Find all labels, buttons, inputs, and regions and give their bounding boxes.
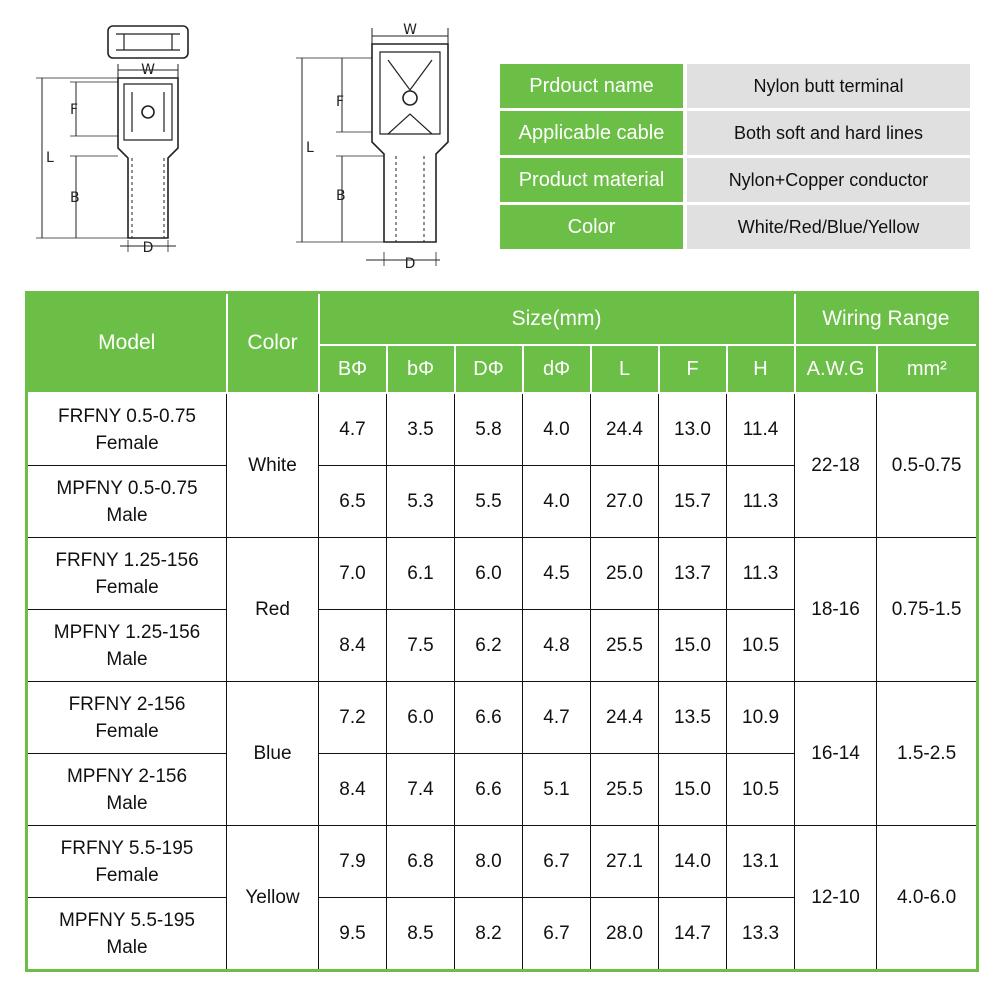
model-name: MPFNY 2-156	[66, 765, 188, 787]
size-value-cell: 8.4	[319, 610, 387, 682]
model-cell	[27, 610, 227, 682]
size-value-cell: 10.5	[727, 610, 795, 682]
size-value-cell: 4.0	[523, 393, 591, 466]
header-col: DΦ	[455, 345, 523, 393]
spec-table-body	[27, 393, 978, 971]
model-cell	[27, 466, 227, 538]
model-name: MPFNY 5.5-195	[59, 909, 195, 931]
size-value-cell: 5.1	[523, 754, 591, 826]
size-value-cell: 15.7	[659, 466, 727, 538]
size-value-cell: 11.3	[727, 538, 795, 610]
size-value-cell: 6.5	[319, 466, 387, 538]
table-row	[27, 826, 978, 898]
info-row	[500, 158, 970, 202]
model-cell	[27, 898, 227, 971]
size-value-cell: 13.7	[659, 538, 727, 610]
model-type: Male	[106, 648, 148, 670]
model-type: Female	[95, 576, 159, 598]
color-cell: White	[227, 393, 319, 538]
size-value-cell: 14.7	[659, 898, 727, 971]
size-value-cell: 27.0	[591, 466, 659, 538]
size-value-cell: 8.4	[319, 754, 387, 826]
product-info-table	[500, 61, 970, 252]
size-value-cell: 6.2	[455, 610, 523, 682]
size-value-cell: 6.0	[387, 682, 455, 754]
size-value-cell: 6.7	[523, 826, 591, 898]
color-cell: Yellow	[227, 826, 319, 971]
size-value-cell: 27.1	[591, 826, 659, 898]
table-row	[27, 682, 978, 754]
size-value-cell: 13.0	[659, 393, 727, 466]
mm2-cell: 1.5-2.5	[877, 682, 978, 826]
awg-cell: 22-18	[795, 393, 877, 538]
header-col: A.W.G	[795, 345, 877, 393]
info-label: Applicable cable	[500, 111, 683, 155]
size-value-cell: 28.0	[591, 898, 659, 971]
model-type: Male	[106, 792, 148, 814]
female-l-label: L	[46, 150, 54, 166]
size-value-cell: 6.8	[387, 826, 455, 898]
model-name: FRFNY 2-156	[68, 693, 186, 715]
size-value-cell: 24.4	[591, 682, 659, 754]
model-name: MPFNY 0.5-0.75	[56, 477, 198, 499]
size-value-cell: 8.2	[455, 898, 523, 971]
color-cell: Blue	[227, 682, 319, 826]
header-col: bΦ	[387, 345, 455, 393]
model-cell	[27, 754, 227, 826]
female-d-label: D	[142, 240, 154, 256]
size-value-cell: 10.5	[727, 754, 795, 826]
model-type: Female	[95, 720, 159, 742]
model-cell	[27, 826, 227, 898]
mm2-cell: 0.5-0.75	[877, 393, 978, 538]
mm2-cell: 0.75-1.5	[877, 538, 978, 682]
size-value-cell: 6.0	[455, 538, 523, 610]
size-value-cell: 5.5	[455, 466, 523, 538]
model-cell	[27, 538, 227, 610]
female-b-label: B	[70, 190, 80, 206]
header-size: Size(mm)	[319, 293, 795, 346]
size-value-cell: 7.2	[319, 682, 387, 754]
info-value: Both soft and hard lines	[687, 111, 970, 155]
table-row	[27, 393, 978, 466]
model-name: FRFNY 5.5-195	[60, 837, 194, 859]
table-row	[27, 538, 978, 610]
info-value: Nylon+Copper conductor	[687, 158, 970, 202]
header-col: dΦ	[523, 345, 591, 393]
size-value-cell: 7.4	[387, 754, 455, 826]
info-value: Nylon butt terminal	[687, 64, 970, 108]
size-value-cell: 4.7	[523, 682, 591, 754]
model-type: Female	[95, 864, 159, 886]
awg-cell: 18-16	[795, 538, 877, 682]
size-value-cell: 5.8	[455, 393, 523, 466]
info-row	[500, 64, 970, 108]
model-type: Male	[106, 936, 148, 958]
size-value-cell: 15.0	[659, 610, 727, 682]
model-name: FRFNY 1.25-156	[55, 549, 199, 571]
size-value-cell: 9.5	[319, 898, 387, 971]
header-col: F	[659, 345, 727, 393]
header-color: Color	[227, 293, 319, 394]
female-f-label: F	[70, 102, 79, 118]
info-label: Prdouct name	[500, 64, 683, 108]
size-value-cell: 4.7	[319, 393, 387, 466]
male-l-label: L	[306, 140, 314, 156]
size-value-cell: 6.6	[455, 682, 523, 754]
size-value-cell: 4.0	[523, 466, 591, 538]
male-f-label: F	[336, 94, 345, 110]
size-value-cell: 5.3	[387, 466, 455, 538]
size-value-cell: 10.9	[727, 682, 795, 754]
size-value-cell: 7.5	[387, 610, 455, 682]
model-cell	[27, 393, 227, 466]
size-value-cell: 11.3	[727, 466, 795, 538]
male-w-label: W	[403, 22, 417, 38]
size-value-cell: 11.4	[727, 393, 795, 466]
size-value-cell: 8.5	[387, 898, 455, 971]
male-body-outline	[372, 44, 448, 242]
model-cell	[27, 682, 227, 754]
header-col: L	[591, 345, 659, 393]
size-value-cell: 13.5	[659, 682, 727, 754]
info-label: Product material	[500, 158, 683, 202]
header-wiring-range: Wiring Range	[795, 293, 978, 346]
awg-cell: 16-14	[795, 682, 877, 826]
size-value-cell: 13.3	[727, 898, 795, 971]
size-value-cell: 6.7	[523, 898, 591, 971]
header-model: Model	[27, 293, 227, 394]
color-cell: Red	[227, 538, 319, 682]
mm2-cell: 4.0-6.0	[877, 826, 978, 971]
model-name: FRFNY 0.5-0.75	[58, 405, 196, 427]
male-b-label: B	[336, 188, 346, 204]
info-label: Color	[500, 205, 683, 249]
info-row	[500, 205, 970, 249]
size-value-cell: 25.0	[591, 538, 659, 610]
size-value-cell: 7.9	[319, 826, 387, 898]
model-type: Female	[95, 432, 159, 454]
size-value-cell: 6.6	[455, 754, 523, 826]
info-row	[500, 111, 970, 155]
header-col: BΦ	[319, 345, 387, 393]
size-value-cell: 3.5	[387, 393, 455, 466]
spec-table	[25, 291, 979, 972]
size-value-cell: 15.0	[659, 754, 727, 826]
size-value-cell: 14.0	[659, 826, 727, 898]
size-value-cell: 25.5	[591, 754, 659, 826]
male-d-label: D	[404, 256, 416, 270]
size-value-cell: 7.0	[319, 538, 387, 610]
header-col: H	[727, 345, 795, 393]
size-value-cell: 4.5	[523, 538, 591, 610]
female-top-view	[108, 26, 188, 58]
female-body-outline	[118, 78, 178, 238]
awg-cell: 12-10	[795, 826, 877, 971]
model-type: Male	[106, 504, 148, 526]
size-value-cell: 24.4	[591, 393, 659, 466]
size-value-cell: 4.8	[523, 610, 591, 682]
female-terminal-diagram	[20, 0, 220, 270]
male-terminal-diagram	[280, 0, 470, 270]
model-name: MPFNY 1.25-156	[53, 621, 201, 643]
female-w-label: W	[141, 62, 155, 78]
size-value-cell: 8.0	[455, 826, 523, 898]
size-value-cell: 13.1	[727, 826, 795, 898]
size-value-cell: 25.5	[591, 610, 659, 682]
header-col: mm²	[877, 345, 978, 393]
info-value: White/Red/Blue/Yellow	[687, 205, 970, 249]
size-value-cell: 6.1	[387, 538, 455, 610]
